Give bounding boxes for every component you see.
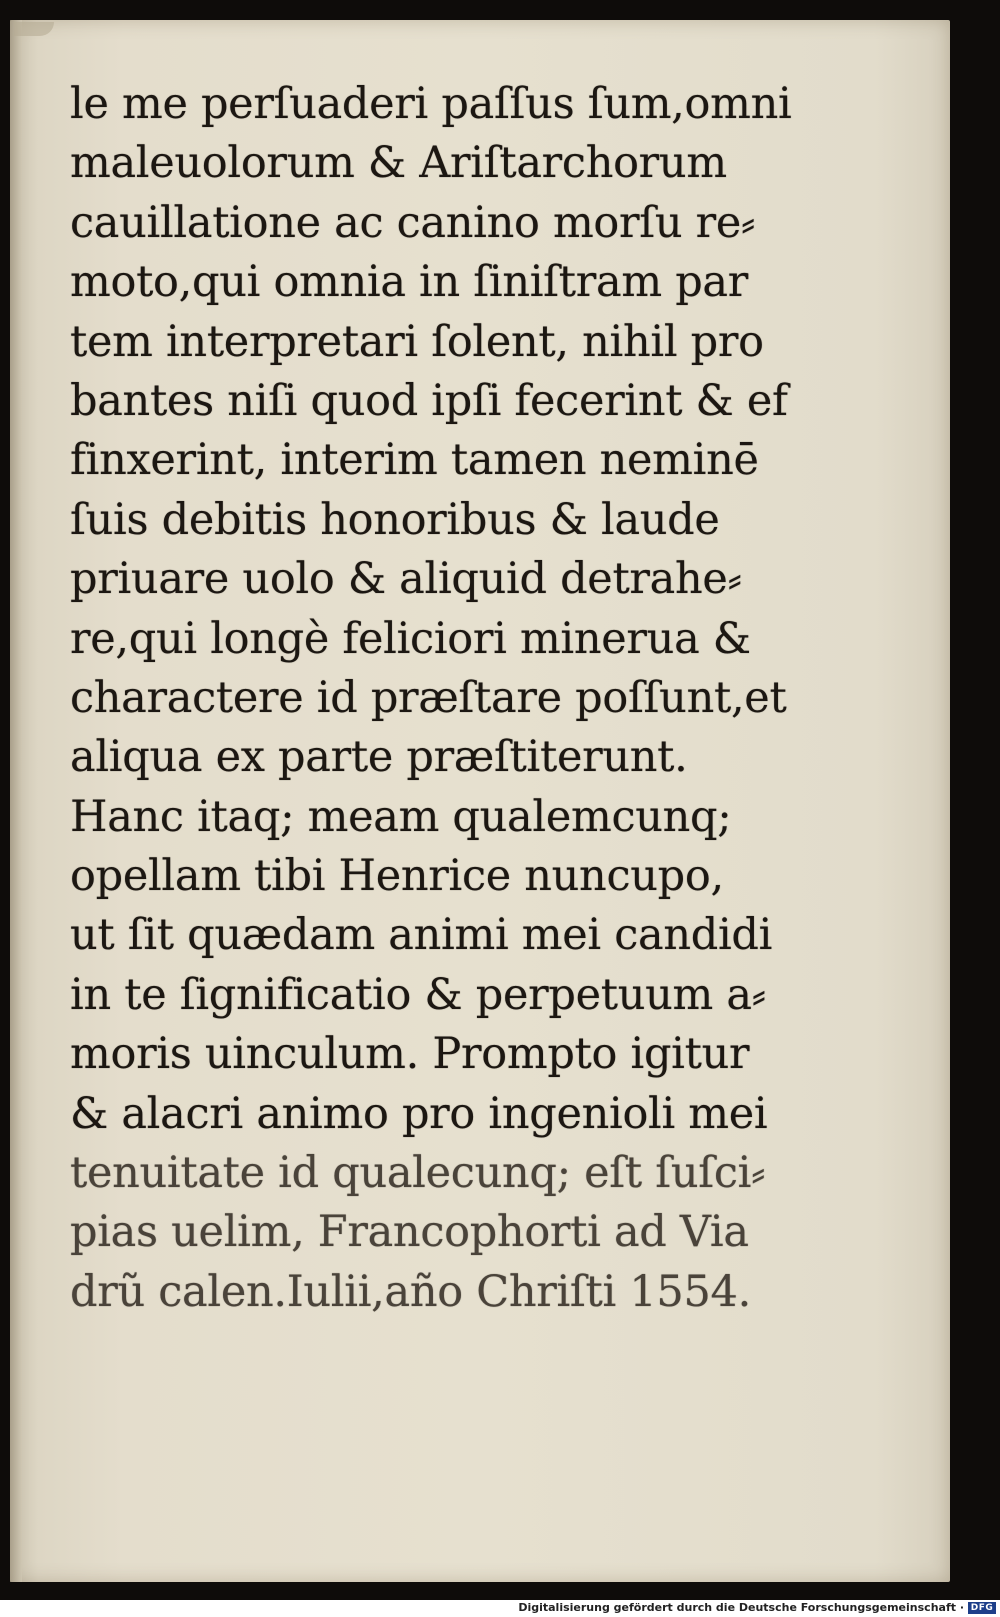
text-line: moto,qui omnia in ſiniſtram par	[70, 257, 749, 308]
text-line: tenuitate id qualecunq; eſt ſuſci⸗	[70, 1148, 766, 1199]
page-text	[70, 75, 792, 1322]
text-line: drũ calen.Iulii,año Chriſti 1554.	[70, 1266, 751, 1317]
text-line: ut ſit quædam animi mei candidi	[70, 910, 773, 961]
text-line: finxerint, interim tamen neminē	[70, 435, 759, 486]
text-line: in te ſignificatio & perpetuum a⸗	[70, 969, 766, 1020]
text-line: & alacri animo pro ingenioli mei	[70, 1088, 768, 1139]
text-line: cauillatione ac canino morſu re⸗	[70, 197, 756, 248]
text-line: aliqua ex parte præſtiterunt.	[70, 732, 688, 783]
text-line: re,qui longè feliciori minerua &	[70, 613, 751, 664]
text-line: bantes niſi quod ipſi fecerint & ef	[70, 375, 788, 426]
text-line: Hanc itaq; meam qualemcunq;	[70, 791, 732, 842]
text-line: charactere id præſtare poſſunt,et	[70, 672, 787, 723]
text-line: tem interpretari ſolent, nihil pro	[70, 316, 764, 367]
book-page	[10, 20, 950, 1582]
text-line: moris uinculum. Prompto igitur	[70, 1029, 750, 1080]
text-line: ſuis debitis honoribus & laude	[70, 494, 720, 545]
text-line: pias uelim, Francophorti ad Via	[70, 1207, 749, 1258]
text-line: priuare uolo & aliquid detrahe⸗	[70, 554, 742, 605]
dfg-logo-icon: DFG	[968, 1602, 996, 1614]
text-line: opellam tibi Henrice nuncupo,	[70, 851, 724, 902]
page-corner	[14, 22, 54, 36]
text-line: le me perſuaderi paſſus ſum,omni	[70, 79, 792, 129]
page-edge	[10, 20, 22, 1582]
footer-credit: Digitalisierung gefördert durch die Deutsche Forschungsgemeinschaft ·	[518, 1601, 964, 1614]
text-line: maleuolorum & Ariſtarchorum	[70, 138, 727, 189]
